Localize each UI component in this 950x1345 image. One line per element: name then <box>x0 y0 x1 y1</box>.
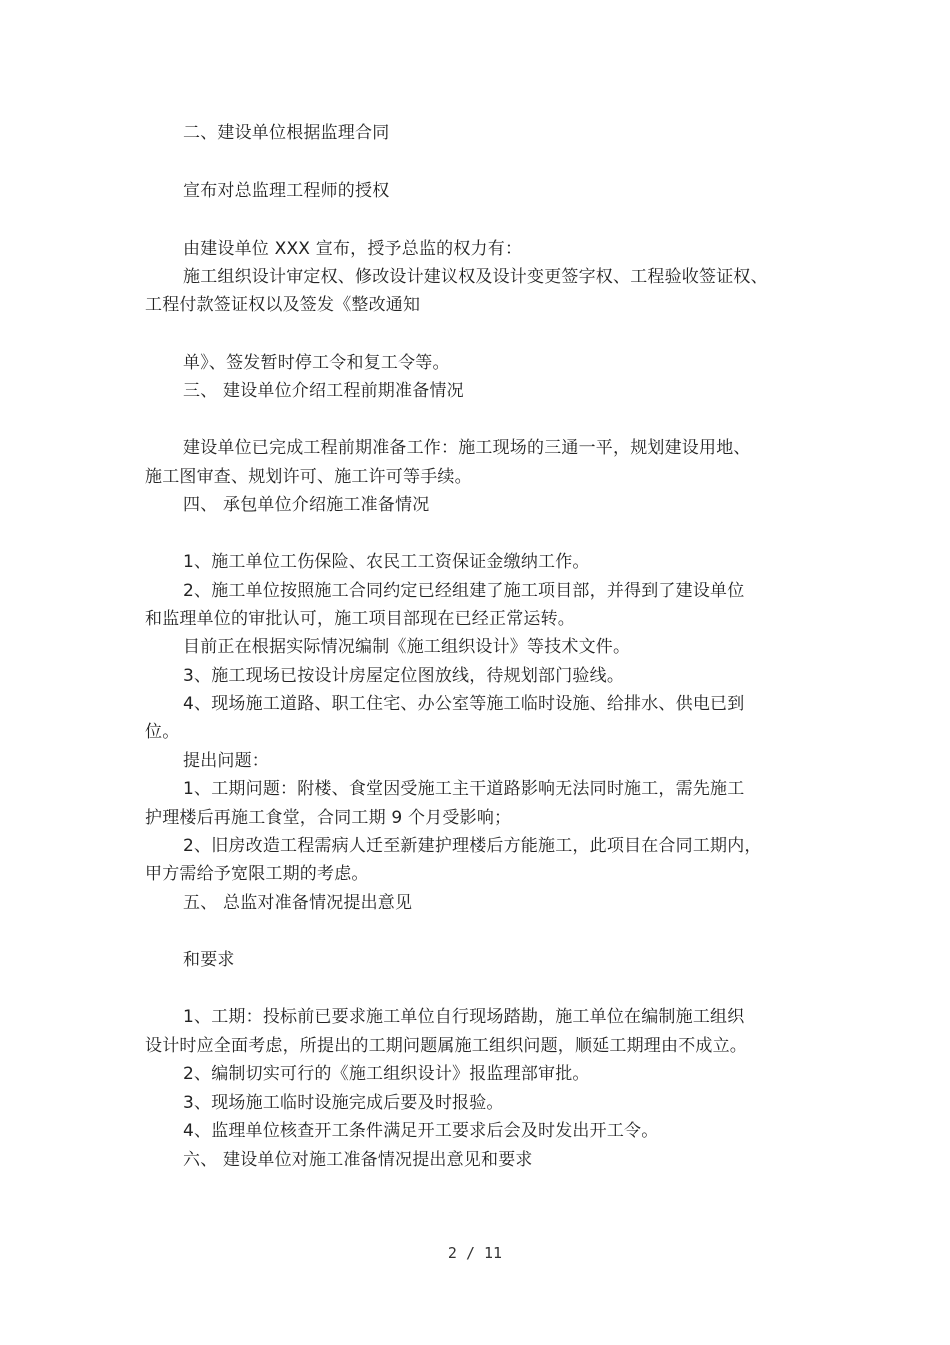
list-item: 2、旧房改造工程需病人迁至新建护理楼后方能施工，此项目在合同工期内， <box>183 836 762 856</box>
list-item: 4、现场施工道路、职工住宅、办公室等施工临时设施、给排水、供电已到 <box>183 694 745 714</box>
list-item: 3、现场施工临时设施完成后要及时报验。 <box>183 1093 504 1113</box>
list-item-continuation: 位。 <box>145 722 180 742</box>
paragraph-line: 目前正在根据实际情况编制《施工组织设计》等技术文件。 <box>183 637 631 657</box>
list-item: 2、施工单位按照施工合同约定已经组建了施工项目部，并得到了建设单位 <box>183 581 745 601</box>
section-6-heading: 六、 建设单位对施工准备情况提出意见和要求 <box>183 1150 533 1170</box>
paragraph-line: 建设单位已完成工程前期准备工作：施工现场的三通一平，规划建设用地、 <box>183 438 751 458</box>
paragraph-line: 施工图审查、规划许可、施工许可等手续。 <box>145 467 472 487</box>
section-4-heading: 四、 承包单位介绍施工准备情况 <box>183 495 430 515</box>
list-item-continuation: 甲方需给予宽限工期的考虑。 <box>145 864 369 884</box>
list-item: 1、工期问题：附楼、食堂因受施工主干道路影响无法同时施工，需先施工 <box>183 779 745 799</box>
list-item-continuation: 护理楼后再施工食堂，合同工期 9 个月受影响； <box>145 808 512 828</box>
paragraph-line: 由建设单位 XXX 宣布，授予总监的权力有： <box>183 239 523 259</box>
list-item-continuation: 和监理单位的审批认可，施工项目部现在已经正常运转。 <box>145 609 575 629</box>
list-item: 4、监理单位核查开工条件满足开工要求后会及时发出开工令。 <box>183 1121 659 1141</box>
list-item: 3、施工现场已按设计房屋定位图放线，待规划部门验线。 <box>183 666 625 686</box>
section-2-heading-line1: 二、建设单位根据监理合同 <box>183 123 390 143</box>
section-5-heading-line1: 五、 总监对准备情况提出意见 <box>183 893 413 913</box>
list-item: 1、工期：投标前已要求施工单位自行现场踏勘，施工单位在编制施工组织 <box>183 1007 745 1027</box>
paragraph-line: 工程付款签证权以及签发《整改通知 <box>145 295 421 315</box>
section-2-heading-line2: 宣布对总监理工程师的授权 <box>183 181 390 201</box>
section-5-heading-line2: 和要求 <box>183 950 235 970</box>
list-item: 1、施工单位工伤保险、农民工工资保证金缴纳工作。 <box>183 552 590 572</box>
section-3-heading: 三、 建设单位介绍工程前期准备情况 <box>183 381 464 401</box>
issues-heading: 提出问题： <box>183 751 269 771</box>
paragraph-line: 施工组织设计审定权、修改设计建议权及设计变更签字权、工程验收签证权、 <box>183 267 768 287</box>
page-number: 2 / 11 <box>447 1244 503 1262</box>
list-item-continuation: 设计时应全面考虑，所提出的工期问题属施工组织问题，顺延工期理由不成立。 <box>145 1036 747 1056</box>
list-item: 2、编制切实可行的《施工组织设计》报监理部审批。 <box>183 1064 590 1084</box>
paragraph-line: 单》、签发暂时停工令和复工令等。 <box>183 353 450 373</box>
